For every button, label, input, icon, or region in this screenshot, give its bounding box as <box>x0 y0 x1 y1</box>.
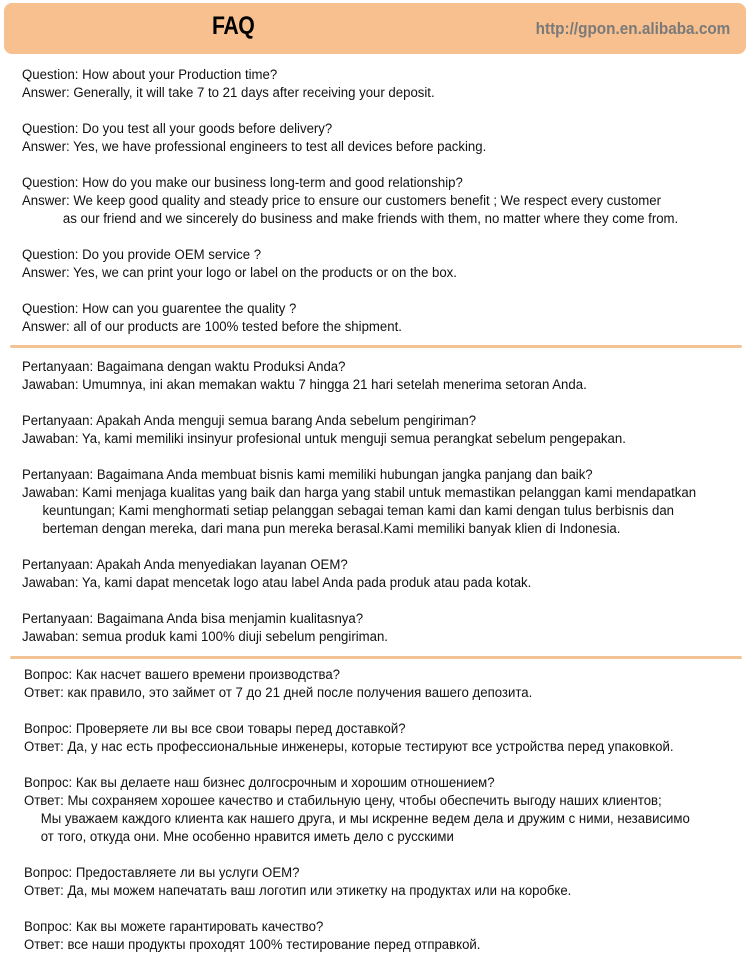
faq-item <box>22 466 750 538</box>
faq-question: Вопрос: Как насчет вашего времени производства? <box>24 667 341 683</box>
faq-question: Question: How do you make our business long-term and good relationship? <box>22 175 463 191</box>
faq-answer-continuation: от того, откуда они. Мне особенно нравится иметь дело с русскими <box>40 829 454 845</box>
faq-section-english <box>22 66 750 354</box>
faq-item <box>22 358 750 394</box>
section-divider <box>10 656 742 659</box>
faq-answer: Jawaban: Umumnya, ini akan memakan waktu 7 hingga 21 hari setelah menerima setoran Anda. <box>22 377 587 393</box>
faq-header-banner <box>4 3 746 54</box>
faq-answer: Ответ: Мы сохраняем хорошее качество и стабильную цену, чтобы обеспечить выгоду наших клиентов; <box>24 793 662 809</box>
faq-item <box>24 774 750 846</box>
faq-answer: Answer: We keep good quality and steady price to ensure our customers benefit ; We respect every customer <box>22 193 662 209</box>
faq-item <box>22 300 750 336</box>
faq-question: Question: How about your Production time? <box>22 67 278 83</box>
faq-answer-continuation: keuntungan; Kami menghormati setiap pelanggan sebagai teman kami dan kami dengan tulus berbisnis dan <box>42 503 675 519</box>
faq-answer-continuation: Мы уважаем каждого клиента как нашего друга, и мы искренне ведем дела и дружим с ними, независимо <box>40 811 690 827</box>
page-title: FAQ <box>212 12 255 40</box>
store-url: http://gpon.en.alibaba.com <box>535 19 730 38</box>
faq-item <box>24 864 750 900</box>
faq-answer-continuation: berteman dengan mereka, dari mana pun mereka berasal.Kami memiliki banyak klien di Indonesia. <box>42 521 621 537</box>
faq-item <box>24 666 750 702</box>
faq-item <box>22 556 750 592</box>
faq-section-indonesian <box>22 358 750 664</box>
faq-answer: Answer: all of our products are 100% tested before the shipment. <box>22 319 402 335</box>
faq-answer: Answer: Generally, it will take 7 to 21 days after receiving your deposit. <box>22 85 435 101</box>
faq-question: Question: How can you guarentee the quality ? <box>22 301 297 317</box>
section-divider <box>10 345 742 348</box>
faq-answer: Ответ: все наши продукты проходят 100% тестирование перед отправкой. <box>24 937 481 953</box>
faq-question: Вопрос: Проверяете ли вы все свои товары перед доставкой? <box>24 721 406 737</box>
faq-question: Вопрос: Предоставляете ли вы услуги OEM? <box>24 865 300 881</box>
faq-answer: Ответ: как правило, это займет от 7 до 21 дней после получения вашего депозита. <box>24 685 533 701</box>
faq-item <box>22 246 750 282</box>
faq-answer-continuation: as our friend and we sincerely do business and make friends with them, no matter where they come from. <box>62 211 679 227</box>
faq-item <box>24 918 750 954</box>
faq-answer: Ответ: Да, у нас есть профессиональные инженеры, которые тестируют все устройства перед упаковкой. <box>24 739 674 755</box>
faq-question: Вопрос: Как вы делаете наш бизнес долгосрочным и хорошим отношением? <box>24 775 495 791</box>
faq-answer: Answer: Yes, we have professional engineers to test all devices before packing. <box>22 139 487 155</box>
faq-question: Pertanyaan: Bagaimana Anda membuat bisnis kami memiliki hubungan jangka panjang dan baik? <box>22 467 593 483</box>
faq-item <box>22 412 750 448</box>
faq-item <box>22 174 750 228</box>
faq-question: Question: Do you test all your goods before delivery? <box>22 121 333 137</box>
faq-question: Question: Do you provide OEM service ? <box>22 247 262 263</box>
faq-item <box>24 720 750 756</box>
faq-answer: Jawaban: Ya, kami dapat mencetak logo atau label Anda pada produk atau pada kotak. <box>22 575 532 591</box>
faq-question: Pertanyaan: Bagaimana dengan waktu Produksi Anda? <box>22 359 346 375</box>
faq-answer: Jawaban: Kami menjaga kualitas yang baik dan harga yang stabil untuk memastikan pelanggan kami mendapatkan <box>22 485 697 501</box>
faq-answer: Jawaban: semua produk kami 100% diuji sebelum pengiriman. <box>22 629 388 645</box>
faq-answer: Answer: Yes, we can print your logo or label on the products or on the box. <box>22 265 457 281</box>
faq-answer: Jawaban: Ya, kami memiliki insinyur profesional untuk menguji semua perangkat sebelum pengepakan. <box>22 431 626 447</box>
faq-question: Pertanyaan: Apakah Anda menguji semua barang Anda sebelum pengiriman? <box>22 413 477 429</box>
faq-question: Pertanyaan: Bagaimana Anda bisa menjamin kualitasnya? <box>22 611 364 627</box>
faq-item <box>22 610 750 646</box>
faq-question: Вопрос: Как вы можете гарантировать качество? <box>24 919 324 935</box>
faq-question: Pertanyaan: Apakah Anda menyediakan layanan OEM? <box>22 557 348 573</box>
faq-item <box>22 66 750 102</box>
faq-item <box>22 120 750 156</box>
faq-section-russian <box>24 666 750 972</box>
faq-answer: Ответ: Да, мы можем напечатать ваш логотип или этикетку на продуктах или на коробке. <box>24 883 572 899</box>
